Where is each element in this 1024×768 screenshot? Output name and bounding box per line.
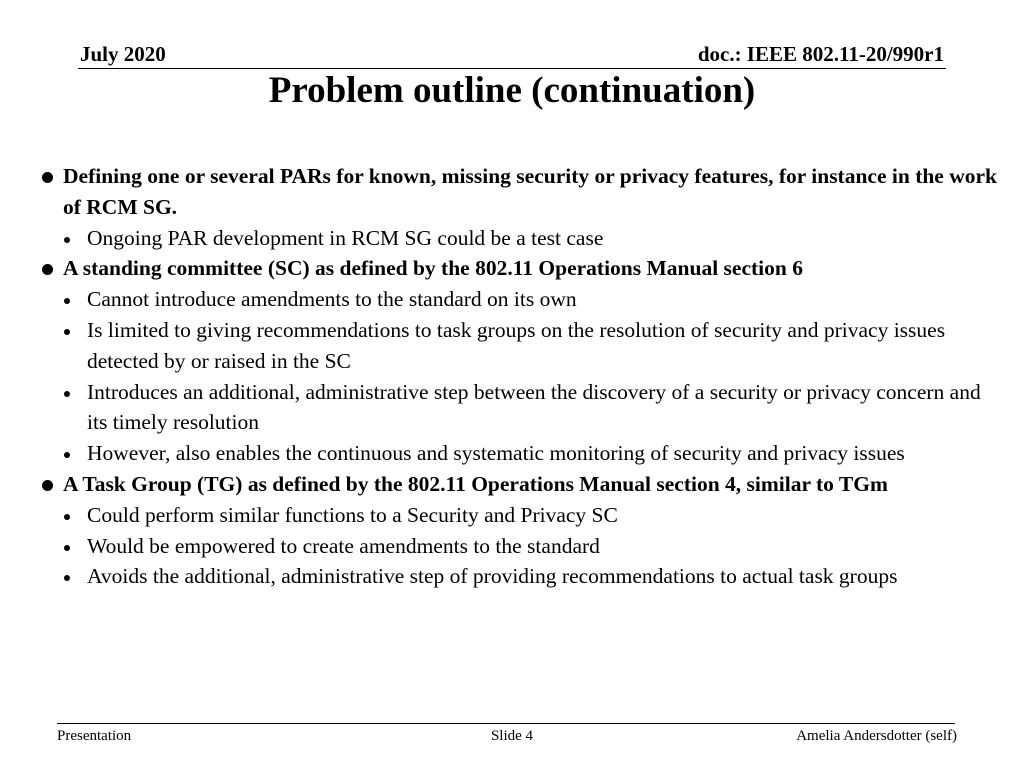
sub-bullet-text: Would be empowered to create amendments to the standard — [87, 533, 600, 558]
sub-bullet-text: Could perform similar functions to a Security and Privacy SC — [87, 502, 618, 527]
slide-title: Problem outline (continuation) — [268, 70, 756, 111]
footer-presentation-label: Presentation — [57, 728, 132, 744]
sub-bullet-dot-icon — [64, 575, 70, 581]
header-date: July 2020 — [80, 42, 166, 66]
sub-bullet-dot-icon — [64, 237, 70, 243]
sub-bullet-item — [40, 561, 1000, 592]
sub-bullet-text: Introduces an additional, administrative step between the discovery of a security or privacy concern and its timely resolution — [87, 379, 981, 435]
footer-divider — [57, 723, 955, 724]
bullet-item — [40, 161, 1000, 223]
sub-bullet-item — [40, 223, 1000, 254]
sub-bullet-text: Avoids the additional, administrative step of providing recommendations to actual task groups — [87, 564, 898, 589]
sub-bullet-dot-icon — [64, 452, 70, 458]
bullet-item — [40, 253, 1000, 284]
footer-slide-number: Slide 4 — [490, 728, 534, 744]
sub-bullet-item — [40, 284, 1000, 315]
sub-bullet-text: Cannot introduce amendments to the standard on its own — [87, 287, 577, 312]
footer-author: Amelia Andersdotter (self) — [796, 728, 957, 744]
sub-bullet-text: Ongoing PAR development in RCM SG could be a test case — [87, 225, 604, 250]
header-doc-id: doc.: IEEE 802.11-20/990r1 — [697, 42, 944, 66]
bullet-item — [40, 469, 1000, 500]
sub-bullet-item — [40, 500, 1000, 531]
slide-body — [40, 161, 1000, 592]
sub-bullet-dot-icon — [64, 298, 70, 304]
sub-bullet-dot-icon — [64, 329, 70, 335]
bullet-dot-icon — [42, 264, 53, 275]
bullet-dot-icon — [42, 480, 53, 491]
sub-bullet-text: However, also enables the continuous and systematic monitoring of security and privacy issues — [87, 441, 905, 466]
sub-bullet-dot-icon — [64, 514, 70, 520]
sub-bullet-dot-icon — [64, 391, 70, 397]
sub-bullet-item — [40, 377, 1000, 439]
bullet-text: A standing committee (SC) as defined by the 802.11 Operations Manual section 6 — [63, 256, 803, 281]
sub-bullet-item — [40, 438, 1000, 469]
bullet-text: Defining one or several PARs for known, missing security or privacy features, for instance in the work of RCM SG. — [63, 164, 998, 219]
sub-bullet-item — [40, 531, 1000, 562]
sub-bullet-item — [40, 315, 1000, 377]
sub-bullet-text: Is limited to giving recommendations to task groups on the resolution of security and privacy issues detected by or raised in the SC — [87, 317, 946, 373]
bullet-dot-icon — [42, 172, 53, 183]
sub-bullet-dot-icon — [64, 545, 70, 551]
bullet-text: A Task Group (TG) as defined by the 802.11 Operations Manual section 4, similar to TGm — [63, 471, 888, 496]
